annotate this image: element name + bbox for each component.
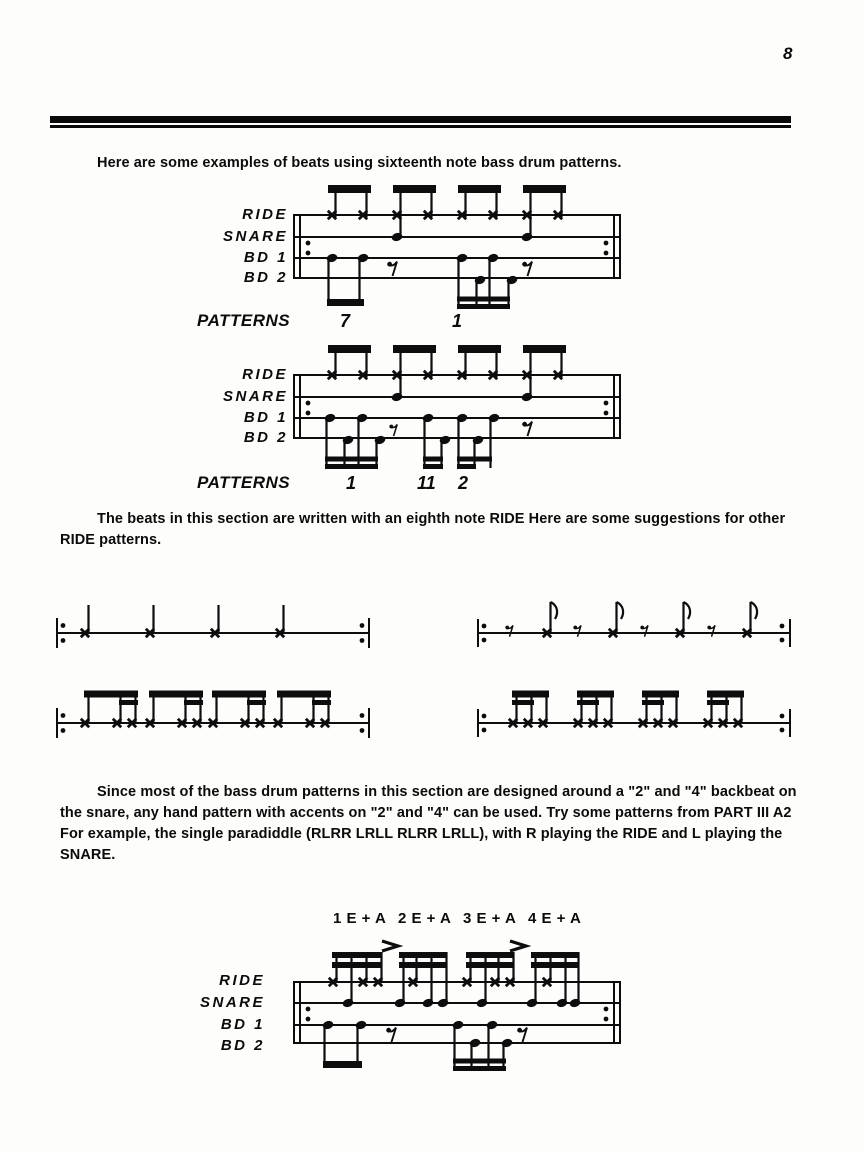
ride-note-text: The beats in this section are written with an eighth note RIDE Here are some suggestions for other RIDE patterns. <box>60 511 786 548</box>
page-number: 8 <box>783 44 793 63</box>
staff3-bd2-label: BD 2 <box>220 1037 265 1054</box>
staff2-ride-label: RIDE <box>242 366 288 383</box>
staff2-bd1-label: BD 1 <box>243 409 288 426</box>
staff1-bd2-label: BD 2 <box>243 269 288 286</box>
ride-suggestion-eighth-two-sixteenths <box>40 678 380 758</box>
staff1-notation <box>280 178 640 324</box>
staff2-pattern-number-3: 2 <box>458 473 469 493</box>
header-rule <box>50 116 791 128</box>
counting-beat-3: 3 E + A <box>463 910 517 927</box>
staff2-pattern-number-2: 11 <box>417 473 436 493</box>
ride-suggestion-two-sixteenths-eighth <box>460 678 800 758</box>
counting-beat-1: 1 E + A <box>333 910 387 927</box>
staff3-notation <box>280 933 640 1085</box>
staff2-snare-label: SNARE <box>222 388 288 405</box>
staff1-snare-label: SNARE <box>222 228 288 245</box>
header-rule-thick <box>50 116 791 123</box>
counting-beat-2: 2 E + A <box>398 910 452 927</box>
body-paragraph: Since most of the bass drum patterns in this section are designed around a "2" and "4" backbeat on the snare, any hand pattern with accents on "2" and "4" can be used. Try some patterns from PART III A2 For example, the single paradiddle (RLRR LRLL RLRR LRLL), with R playing the RIDE and L playing the SNARE. <box>60 784 797 863</box>
ride-suggestion-quarters <box>40 588 380 668</box>
staff2-bd2-label: BD 2 <box>243 429 288 446</box>
staff1-pattern-number-1: 7 <box>340 311 351 331</box>
ride-suggestion-offbeat-eighths <box>460 588 800 668</box>
staff2-notation <box>280 338 640 488</box>
staff2-pattern-number-1: 1 <box>346 473 357 493</box>
staff3-bd1-label: BD 1 <box>220 1016 265 1033</box>
staff1-pattern-number-2: 1 <box>452 311 463 331</box>
staff2-patterns-label: PATTERNS <box>197 473 291 492</box>
staff1-bd1-label: BD 1 <box>243 249 288 266</box>
staff1-patterns-label: PATTERNS <box>197 311 291 330</box>
intro-text: Here are some examples of beats using sixteenth note bass drum patterns. <box>97 155 622 171</box>
staff3-snare-label: SNARE <box>199 994 265 1011</box>
staff3-ride-label: RIDE <box>219 972 265 989</box>
staff1-ride-label: RIDE <box>242 206 288 223</box>
counting-beat-4: 4 E + A <box>528 910 582 927</box>
header-rule-thin <box>50 125 791 128</box>
